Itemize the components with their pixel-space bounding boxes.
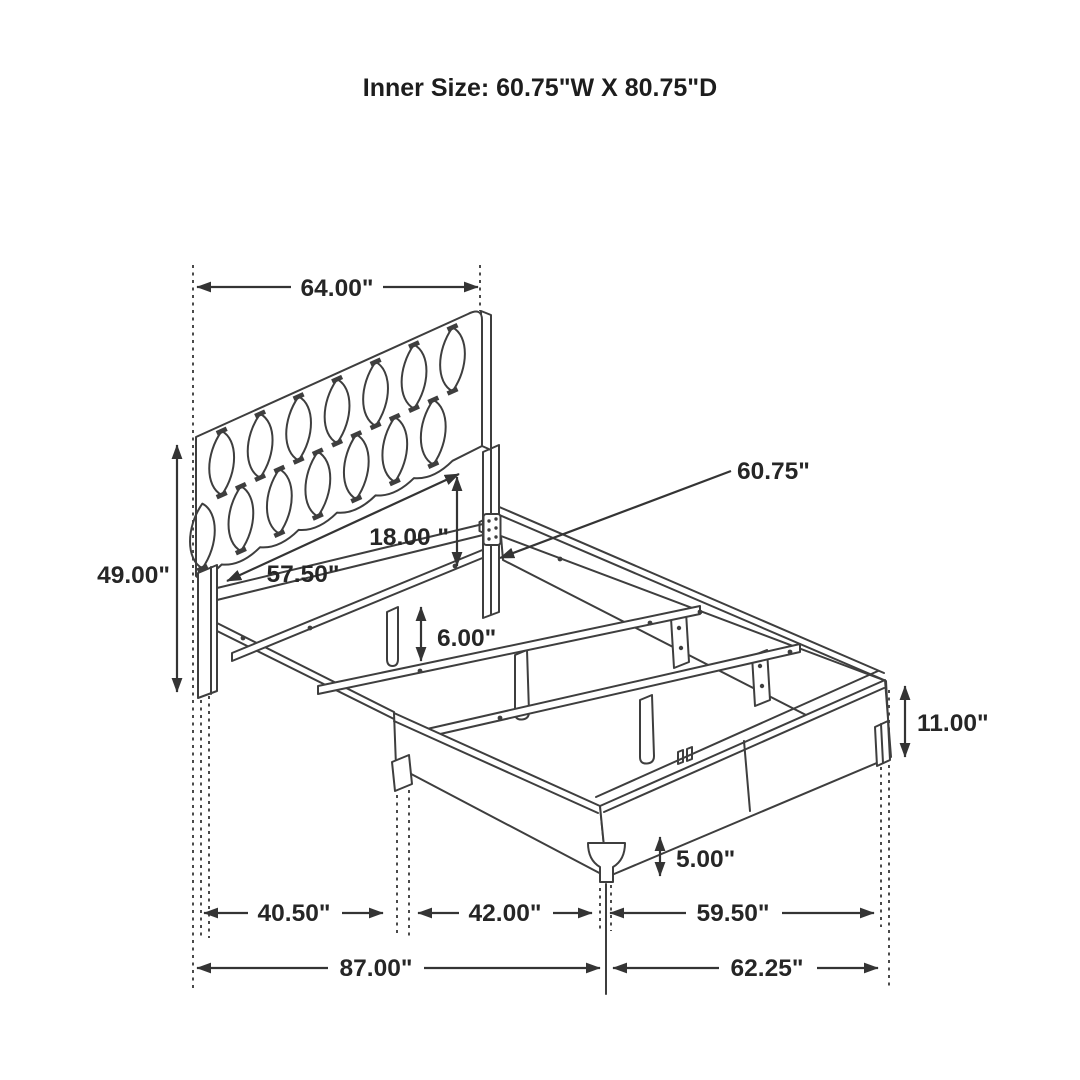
dimension-label-rail-height: 18.00 " xyxy=(369,524,449,551)
dimension-annotations xyxy=(97,272,989,982)
rail-bracket xyxy=(480,514,501,545)
dimension-label-foot-width: 59.50" xyxy=(696,900,770,927)
rail-hanger-foot xyxy=(392,755,412,791)
dimension-label-headboard-panel: 57.50" xyxy=(266,561,340,588)
dimension-label-headboard-width: 64.00" xyxy=(300,275,374,302)
dimension-label-head-section: 40.50" xyxy=(257,900,331,927)
front-metal-rail xyxy=(211,620,394,719)
box-front-panel xyxy=(394,713,607,877)
dimension-label-foot-leg-height: 5.00" xyxy=(676,846,736,873)
dimension-label-overall-width: 62.25" xyxy=(730,955,804,982)
dimension-label-footboard-height: 11.00" xyxy=(917,710,989,737)
dimension-label-slat-length: 60.75" xyxy=(737,458,810,485)
diagram-title: Inner Size: 60.75"W X 80.75"D xyxy=(362,74,718,102)
dimension-label-headboard-height: 49.00" xyxy=(97,562,170,589)
dimension-label-overall-depth: 87.00" xyxy=(339,955,413,982)
front-corner-leg xyxy=(588,843,625,882)
headboard-left-leg xyxy=(198,565,217,698)
dimension-label-mid-section: 42.00" xyxy=(468,900,542,927)
bed-frame xyxy=(190,311,891,882)
dimension-label-slat-leg-height: 6.00" xyxy=(437,625,497,652)
